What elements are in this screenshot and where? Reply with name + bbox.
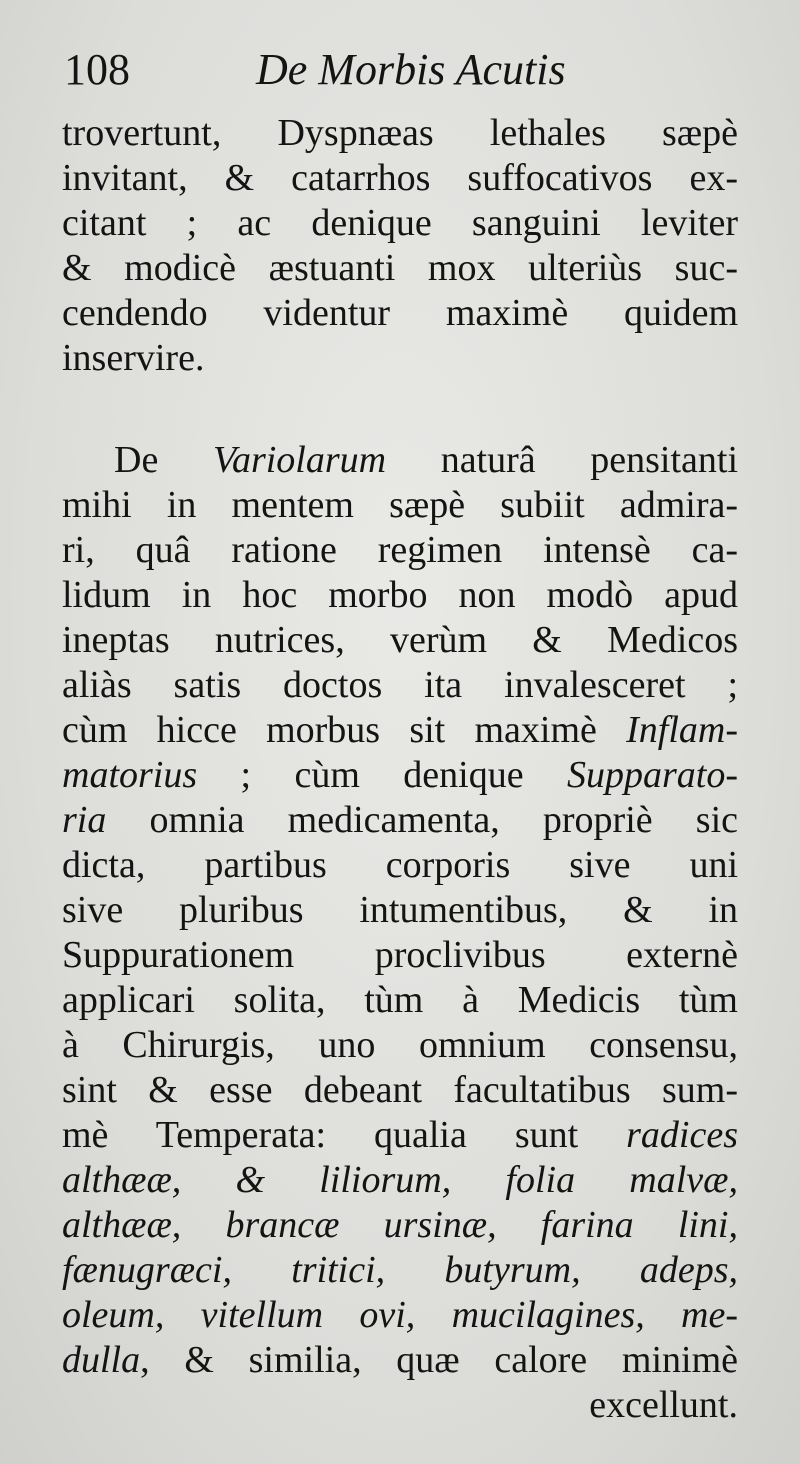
text-segment: ; cùm denique <box>197 754 567 796</box>
text-segment: sive pluribus intumentibus, & in <box>62 889 738 931</box>
text-segment-italic: dulla <box>62 1339 141 1381</box>
text-segment-italic: Variolarum <box>212 439 387 481</box>
text-line <box>62 1338 738 1383</box>
text-segment: & modicè æstuanti mox ulteriùs suc- <box>62 247 738 289</box>
text-segment: mihi in mentem sæpè subiit admira- <box>62 484 738 526</box>
text-segment-italic: matorius <box>62 754 198 796</box>
text-line <box>62 291 738 336</box>
text-line <box>62 573 738 618</box>
text-segment: lidum in hoc morbo non modò apud <box>62 574 738 616</box>
text-segment: à Chirurgis, uno omnium consensu, <box>62 1024 738 1066</box>
text-segment-italic: oleum, vitellum ovi, mucilagines, me- <box>62 1294 738 1336</box>
text-line <box>62 1158 738 1203</box>
page-number: 108 <box>64 45 130 94</box>
text-segment: cendendo videntur maximè quidem <box>62 292 738 334</box>
text-line <box>62 1248 738 1293</box>
text-segment: trovertunt, Dyspnæas lethales sæpè <box>62 112 738 154</box>
text-segment: mè Temperata: qualia sunt <box>62 1114 627 1156</box>
text-line <box>62 618 738 663</box>
text-line <box>62 1293 738 1338</box>
text-line <box>62 201 738 246</box>
text-line <box>62 1068 738 1113</box>
text-line <box>62 933 738 978</box>
text-segment: , & similia, quæ calore minimè <box>140 1339 738 1381</box>
paragraph-1 <box>62 111 738 381</box>
text-line <box>62 888 738 933</box>
text-line <box>62 798 738 843</box>
text-segment-italic: radices <box>626 1114 738 1156</box>
text-segment: Suppurationem proclivibus externè <box>62 934 738 976</box>
text-segment: aliàs satis doctos ita invalesceret ; <box>62 664 738 706</box>
text-segment-italic: Supparato- <box>567 754 738 796</box>
page-header <box>64 40 764 100</box>
paragraph-2 <box>62 438 738 1428</box>
text-segment: inservire. <box>62 337 205 379</box>
text-segment: cùm hicce morbus sit maximè <box>62 709 627 751</box>
text-segment: dicta, partibus corporis sive uni <box>62 844 738 886</box>
text-line <box>62 1113 738 1158</box>
text-segment: excellunt. <box>589 1384 738 1426</box>
text-line <box>62 246 738 291</box>
text-segment: citant ; ac denique sanguini leviter <box>62 202 738 244</box>
text-line <box>62 1203 738 1248</box>
running-title: De Morbis Acutis <box>256 45 566 94</box>
text-segment: applicari solita, tùm à Medicis tùm <box>62 979 738 1021</box>
text-line <box>62 753 738 798</box>
text-line <box>62 483 738 528</box>
text-segment: De <box>114 439 213 481</box>
text-segment-italic: fænugræci, tritici, butyrum, adeps, <box>62 1249 738 1291</box>
text-line <box>62 1383 738 1428</box>
text-line <box>62 708 738 753</box>
text-segment: ineptas nutrices, verùm & Medicos <box>62 619 738 661</box>
text-line <box>62 156 738 201</box>
text-line <box>62 111 738 156</box>
text-line <box>62 978 738 1023</box>
text-segment: sint & esse debeant facultatibus sum- <box>62 1069 738 1111</box>
text-segment-italic: althææ, & liliorum, folia malvæ, <box>62 1159 738 1201</box>
text-line <box>62 438 738 483</box>
text-segment-italic: Inflam- <box>626 709 738 751</box>
text-line <box>62 843 738 888</box>
text-segment: omnia medicamenta, propriè sic <box>106 799 738 841</box>
text-line <box>62 336 738 381</box>
text-segment-italic: ria <box>62 799 107 841</box>
text-segment: naturâ pensitanti <box>386 439 739 481</box>
text-segment: invitant, & catarrhos suffocativos ex- <box>62 157 738 199</box>
text-line <box>62 663 738 708</box>
text-line <box>62 1023 738 1068</box>
text-segment: ri, quâ ratione regimen intensè ca- <box>62 529 738 571</box>
text-line <box>62 528 738 573</box>
text-segment-italic: althææ, brancæ ursinæ, farina lini, <box>62 1204 738 1246</box>
